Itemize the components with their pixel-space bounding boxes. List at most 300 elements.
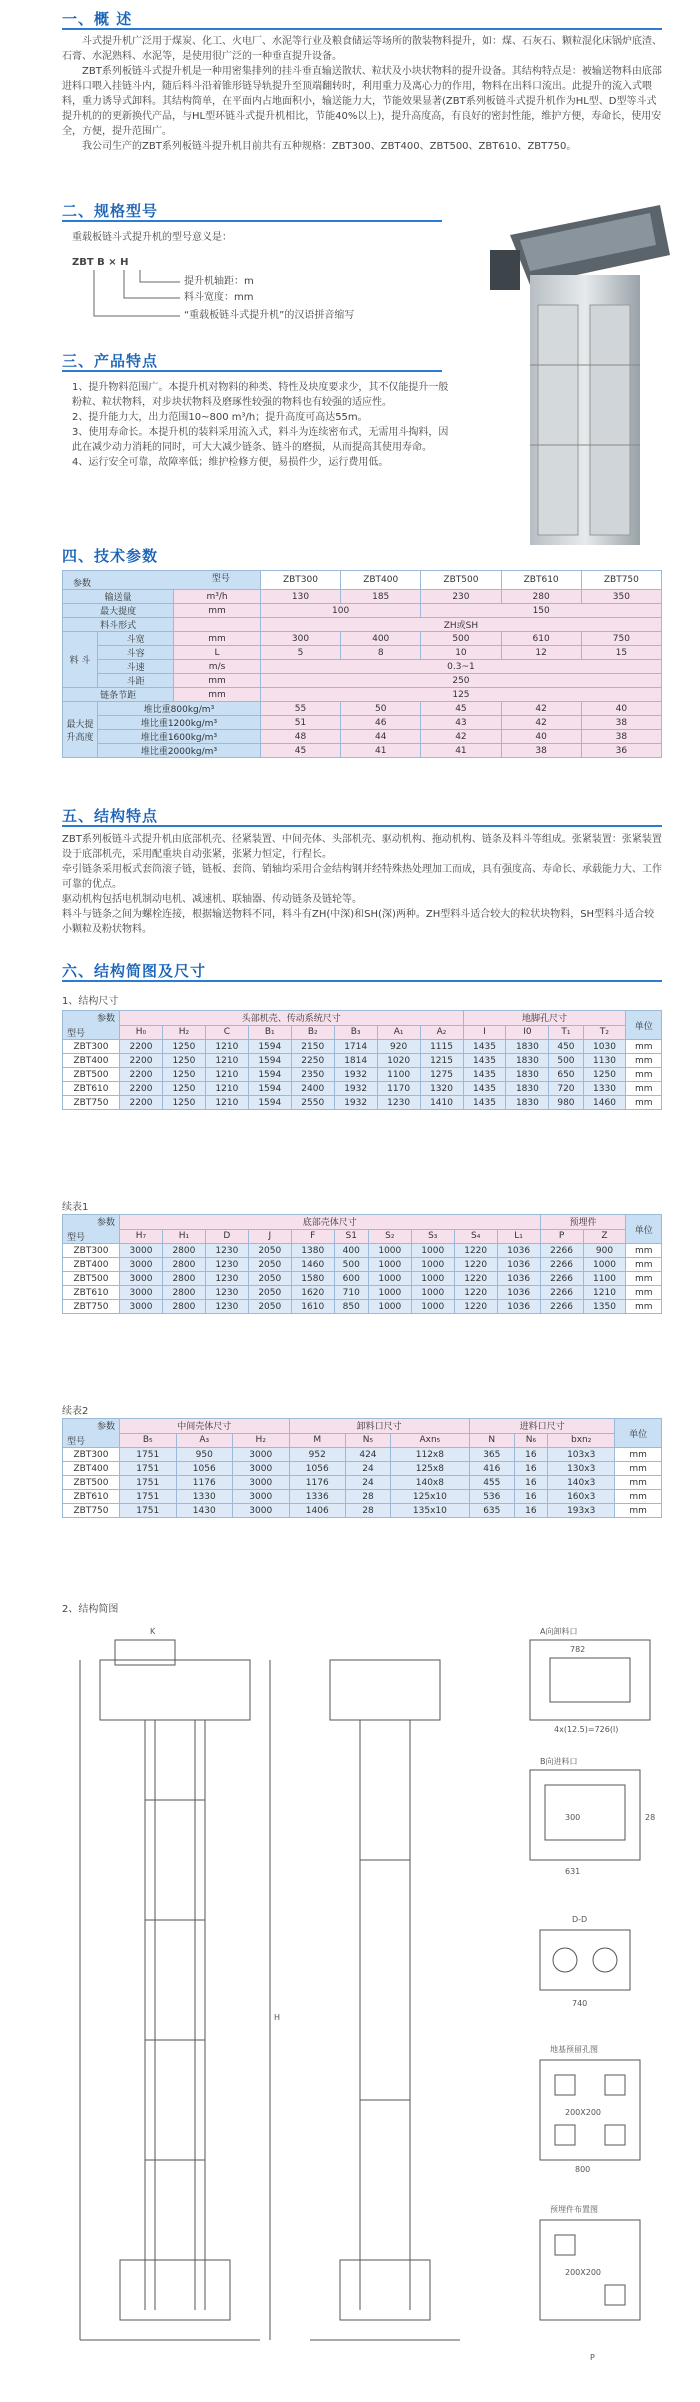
table-row — [63, 1272, 662, 1286]
table-cell: 1435 — [463, 1054, 506, 1068]
table-cell: 112x8 — [390, 1448, 469, 1462]
table-cell: 1230 — [205, 1258, 248, 1272]
table-cell: 365 — [469, 1448, 514, 1462]
table-cell: 1594 — [248, 1068, 291, 1082]
table-cell: mm — [615, 1504, 662, 1518]
table-cell: 2200 — [120, 1068, 163, 1082]
table-cell: 50 — [341, 702, 421, 716]
table-cell: 2050 — [248, 1244, 291, 1258]
table-cell: 950 — [176, 1448, 233, 1462]
table-cell: 185 — [341, 590, 421, 604]
table-cell: 1000 — [368, 1244, 411, 1258]
table-cell: 2800 — [162, 1300, 205, 1314]
table-cell: 1230 — [205, 1286, 248, 1300]
table-cell: 1830 — [506, 1068, 549, 1082]
structure-paragraph: ZBT系列板链斗式提升机由底部机壳、径紧装置、中间壳体、头部机壳、驱动机构、拖动机构、链条及料斗等组成。张紧装置：张紧装置设于底部机壳，采用配重块自动张紧，张紧力恒定，行程长。 — [62, 834, 662, 860]
table-cell: 43 — [421, 716, 501, 730]
table-cell: 42 — [501, 702, 581, 716]
table-cell: ZBT610 — [63, 1286, 120, 1300]
table-cell: 1250 — [162, 1082, 205, 1096]
table-cell: 1751 — [120, 1462, 177, 1476]
table-cell: 100 — [260, 604, 420, 618]
table-cell: 1610 — [291, 1300, 334, 1314]
structure-drawing — [60, 1620, 670, 2380]
col-header: T₁ — [549, 1025, 583, 1040]
table-cell: 1215 — [420, 1054, 463, 1068]
row-label: 堆比重2000kg/m³ — [98, 744, 261, 758]
table-cell: 500 — [549, 1054, 583, 1068]
table-cell: 40 — [501, 730, 581, 744]
row-label: 料斗形式 — [63, 618, 174, 632]
table-cell: 1210 — [205, 1040, 248, 1054]
table-cell: 1130 — [583, 1054, 626, 1068]
col-header: M — [289, 1433, 346, 1448]
table-cell: 3000 — [120, 1244, 163, 1258]
table-cell: 1036 — [497, 1300, 540, 1314]
dims2-group2: 预埋件 — [540, 1215, 626, 1230]
row-unit: m³/h — [174, 590, 261, 604]
table-row — [63, 1096, 662, 1110]
table-cell: 140x3 — [548, 1476, 615, 1490]
section-divider — [62, 980, 662, 982]
table-cell: 1210 — [205, 1054, 248, 1068]
col-header: S₃ — [411, 1229, 454, 1244]
col-header: J — [248, 1229, 291, 1244]
table-cell: 5 — [260, 646, 340, 660]
table-cell: 3000 — [233, 1448, 290, 1462]
dims1-unit-header: 单位 — [626, 1011, 662, 1040]
structure-paragraph: 驱动机构包括电机制动电机、减速机、联轴器、传动链条及链轮等。 — [62, 894, 362, 905]
features-list — [72, 380, 452, 470]
table-cell: 1036 — [497, 1244, 540, 1258]
table-cell: mm — [626, 1082, 662, 1096]
table-cell: 1000 — [368, 1258, 411, 1272]
dims-sub2: 2、结构简图 — [62, 1604, 119, 1615]
col-header: bxn₂ — [548, 1433, 615, 1448]
table-cell: 720 — [549, 1082, 583, 1096]
table-cell: 710 — [334, 1286, 368, 1300]
dims1-group1: 头部机壳、传动系统尺寸 — [120, 1011, 464, 1026]
model-note-width: 料斗宽度：mm — [184, 292, 254, 303]
table-cell: 1036 — [497, 1286, 540, 1300]
table-row — [63, 1040, 662, 1054]
embed-view-dim: 200X200 — [565, 2268, 602, 2277]
table-cell: 1000 — [368, 1286, 411, 1300]
table-cell: 1250 — [583, 1068, 626, 1082]
table-cell: 125x8 — [390, 1462, 469, 1476]
table-cell: 1000 — [411, 1286, 454, 1300]
table-cell: 2050 — [248, 1300, 291, 1314]
table-cell: mm — [615, 1476, 662, 1490]
model-code: ZBT B × H — [72, 257, 129, 268]
table-cell: 536 — [469, 1490, 514, 1504]
h-label: H — [274, 2013, 281, 2022]
table-cell: 250 — [260, 674, 661, 688]
tech-corner-bottom: 参数 — [73, 579, 92, 589]
table-cell: 952 — [289, 1448, 346, 1462]
row-group-label: 最大提升高度 — [63, 702, 98, 758]
table-cell: 45 — [260, 744, 340, 758]
table-cell: 1580 — [291, 1272, 334, 1286]
table-cell: 1176 — [289, 1476, 346, 1490]
table-cell: ZH或SH — [260, 618, 661, 632]
table-cell: 193x3 — [548, 1504, 615, 1518]
table-cell: 3000 — [120, 1286, 163, 1300]
table-cell: mm — [626, 1286, 662, 1300]
table-row — [63, 1258, 662, 1272]
table-cell: 1000 — [583, 1258, 626, 1272]
col-header: A₂ — [420, 1025, 463, 1040]
table-cell: 1830 — [506, 1096, 549, 1110]
table-cell: 40 — [581, 702, 661, 716]
tech-table — [62, 570, 662, 758]
table-cell: 2050 — [248, 1286, 291, 1300]
table-cell: 0.3~1 — [260, 660, 661, 674]
table-cell: 1170 — [377, 1082, 420, 1096]
model-note-abbr: “重载板链斗式提升机”的汉语拼音缩写 — [184, 310, 355, 321]
table-cell: 500 — [421, 632, 501, 646]
col-header: B₁ — [248, 1025, 291, 1040]
section-title-structure: 五、结构特点 — [62, 807, 159, 825]
dims2-group1: 底部壳体尺寸 — [120, 1215, 541, 1230]
section-title-overview: 一、概 述 — [62, 10, 133, 28]
table-cell: 1330 — [176, 1490, 233, 1504]
section-divider — [62, 370, 442, 372]
structure-text — [62, 832, 662, 937]
tech-col-header: ZBT750 — [581, 571, 661, 590]
row-label: 堆比重800kg/m³ — [98, 702, 261, 716]
table-cell: 55 — [260, 702, 340, 716]
dims3-unit-header: 单位 — [615, 1419, 662, 1448]
table-row — [63, 1286, 662, 1300]
row-label: 斗距 — [98, 674, 174, 688]
table-cell: 130x3 — [548, 1462, 615, 1476]
table-cell: 1430 — [176, 1504, 233, 1518]
table-cell: 1210 — [205, 1096, 248, 1110]
col-header: H₂ — [233, 1433, 290, 1448]
dims-cont1: 续表1 — [62, 1202, 89, 1213]
table-cell: 1435 — [463, 1040, 506, 1054]
table-cell: 125 — [260, 688, 661, 702]
table-cell: mm — [626, 1054, 662, 1068]
table-cell: 1350 — [583, 1300, 626, 1314]
structure-paragraph: 牵引链条采用板式套筒滚子链，链板、套筒、销轴均采用合金结构钢并经特殊热处理加工而成，具有强度高、寿命长、承载能力大、工作可靠的优点。 — [62, 864, 662, 890]
table-cell: 1230 — [205, 1272, 248, 1286]
section-title-features: 三、产品特点 — [62, 352, 159, 370]
table-cell: mm — [626, 1300, 662, 1314]
row-unit: mm — [174, 604, 261, 618]
table-cell: 16 — [514, 1462, 547, 1476]
table-cell: mm — [626, 1096, 662, 1110]
table-cell: 2266 — [540, 1258, 583, 1272]
table-cell: 38 — [581, 730, 661, 744]
table-cell: mm — [615, 1462, 662, 1476]
table-cell: 16 — [514, 1476, 547, 1490]
table-cell: 1410 — [420, 1096, 463, 1110]
tech-corner-top: 型号 — [211, 574, 230, 584]
table-cell: 1830 — [506, 1040, 549, 1054]
col-header: P — [540, 1229, 583, 1244]
table-cell: 2266 — [540, 1300, 583, 1314]
a-view-dim-w: 782 — [570, 1645, 586, 1654]
table-cell: 1220 — [454, 1244, 497, 1258]
table-cell: 12 — [501, 646, 581, 660]
col-header: B₂ — [291, 1025, 334, 1040]
table-cell: 300 — [260, 632, 340, 646]
dims-table-1 — [62, 1010, 662, 1110]
table-cell: 3000 — [233, 1490, 290, 1504]
section-divider — [62, 28, 662, 30]
table-cell: 1250 — [162, 1096, 205, 1110]
dims3-group3: 进料口尺寸 — [469, 1419, 615, 1434]
embed-view-label: 预埋件布置图 — [550, 2205, 598, 2214]
dims2-body — [63, 1244, 662, 1314]
table-cell: 450 — [549, 1040, 583, 1054]
table-row — [63, 1082, 662, 1096]
table-cell: ZBT500 — [63, 1476, 120, 1490]
table-cell: 1751 — [120, 1448, 177, 1462]
table-cell: 1751 — [120, 1490, 177, 1504]
col-header: S₂ — [368, 1229, 411, 1244]
base-view-dim1: 200X200 — [565, 2108, 602, 2117]
table-cell: 2800 — [162, 1272, 205, 1286]
table-cell: 135x10 — [390, 1504, 469, 1518]
col-header: I0 — [506, 1025, 549, 1040]
col-header: S₄ — [454, 1229, 497, 1244]
dims1-corner-bottom: 型号 — [67, 1029, 86, 1039]
table-cell: 2050 — [248, 1258, 291, 1272]
col-header: I — [463, 1025, 506, 1040]
table-cell: ZBT400 — [63, 1054, 120, 1068]
table-cell: 28 — [346, 1504, 391, 1518]
b-view-dim2: 631 — [565, 1867, 581, 1876]
col-header: N₅ — [346, 1433, 391, 1448]
row-label: 堆比重1200kg/m³ — [98, 716, 261, 730]
table-cell: 1594 — [248, 1040, 291, 1054]
dims-sub1: 1、结构尺寸 — [62, 996, 119, 1007]
table-cell: 1594 — [248, 1096, 291, 1110]
table-cell: 1030 — [583, 1040, 626, 1054]
base-view-dim2: 800 — [575, 2165, 591, 2174]
table-cell: 2200 — [120, 1082, 163, 1096]
table-cell: ZBT610 — [63, 1082, 120, 1096]
table-row — [63, 1054, 662, 1068]
dims2-corner-top: 参数 — [96, 1218, 115, 1228]
table-cell: 2550 — [291, 1096, 334, 1110]
tech-col-header: ZBT300 — [260, 571, 340, 590]
col-header: Z — [583, 1229, 626, 1244]
table-cell: ZBT300 — [63, 1040, 120, 1054]
table-cell: 650 — [549, 1068, 583, 1082]
table-cell: 1751 — [120, 1476, 177, 1490]
row-unit: mm — [174, 632, 261, 646]
table-cell: 51 — [260, 716, 340, 730]
row-label: 斗速 — [98, 660, 174, 674]
row-label: 斗容 — [98, 646, 174, 660]
col-header: B₅ — [120, 1433, 177, 1448]
col-header: B₃ — [334, 1025, 377, 1040]
table-row — [63, 1504, 662, 1518]
col-header: H₁ — [162, 1229, 205, 1244]
table-cell: 1714 — [334, 1040, 377, 1054]
table-cell: 500 — [334, 1258, 368, 1272]
dims-table-3 — [62, 1418, 662, 1518]
section-title-model: 二、规格型号 — [62, 202, 159, 220]
table-cell: 8 — [341, 646, 421, 660]
table-cell: 980 — [549, 1096, 583, 1110]
table-cell: 2150 — [291, 1040, 334, 1054]
table-cell: mm — [615, 1490, 662, 1504]
table-cell: 1594 — [248, 1054, 291, 1068]
table-cell: 455 — [469, 1476, 514, 1490]
table-cell: 1056 — [176, 1462, 233, 1476]
table-cell: 2266 — [540, 1272, 583, 1286]
dd-view-dim: 740 — [572, 1999, 588, 2008]
table-cell: 1100 — [583, 1272, 626, 1286]
overview-text — [62, 34, 662, 154]
table-cell: 1830 — [506, 1054, 549, 1068]
table-cell: 1220 — [454, 1286, 497, 1300]
table-cell: mm — [626, 1258, 662, 1272]
col-header: L₁ — [497, 1229, 540, 1244]
table-cell: 1220 — [454, 1272, 497, 1286]
table-cell: 2200 — [120, 1096, 163, 1110]
col-header: Axn₅ — [390, 1433, 469, 1448]
table-cell: 42 — [501, 716, 581, 730]
overview-paragraph: 我公司生产的ZBT系列板链斗提升机目前共有五种规格：ZBT300、ZBT400、ZBT500、ZBT610、ZBT750。 — [82, 141, 577, 152]
feature-item: 2、提升能力大，出力范围10~800 m³/h；提升高度可高达55m。 — [72, 412, 368, 423]
section-title-dims: 六、结构简图及尺寸 — [62, 962, 207, 980]
table-cell: 2800 — [162, 1286, 205, 1300]
overview-paragraph: ZBT系列板链斗式提升机是一种用密集排列的挂斗垂直输送散状、粒状及小块状物料的提升设备。其结构特点是：被输送物料由底部进料口喂入挂链斗内，随后料斗沿着锥形链导轨提升至顶端翻转时，利用重力及离心力的作用，物料在出料口流出。此提升的流入式喂料，重力诱导式卸料。其结构简单，在平面内占地面积小，输送能力大，节能效果显著(ZBT系列板链斗式提升机作为HL型、D型等斗式提升机的的更新换代产品，与HL型环链斗式提升机相比，节能40%以上)，提升高度高，有良好的密封性能，维护方便，寿命长，使用安全，方便，提升范围广。 — [62, 66, 662, 137]
table-row — [63, 1462, 662, 1476]
dims3-group1: 中间壳体尺寸 — [120, 1419, 290, 1434]
table-cell: 10 — [421, 646, 501, 660]
table-cell: 1210 — [205, 1082, 248, 1096]
dims3-body — [63, 1448, 662, 1518]
table-cell: 635 — [469, 1504, 514, 1518]
table-cell: 920 — [377, 1040, 420, 1054]
table-cell: 42 — [421, 730, 501, 744]
feature-item: 3、使用寿命长。本提升机的装料采用流入式，料斗为连续密布式，无需用斗掏料，因此在减少动力消耗的同时，可大大减少链条、链斗的磨损，从而提高其使用寿命。 — [72, 427, 449, 453]
table-cell: 150 — [421, 604, 662, 618]
table-cell: 160x3 — [548, 1490, 615, 1504]
a-view-label: A向卸料口 — [540, 1627, 578, 1636]
table-cell: 1932 — [334, 1068, 377, 1082]
table-cell: ZBT750 — [63, 1300, 120, 1314]
table-cell: 1210 — [583, 1286, 626, 1300]
table-cell: 600 — [334, 1272, 368, 1286]
table-cell: 1220 — [454, 1300, 497, 1314]
b-view-dim1: 300 — [565, 1813, 581, 1822]
model-note-axis: 提升机轴距：m — [184, 276, 254, 287]
table-cell: 3000 — [233, 1476, 290, 1490]
table-cell: 1000 — [411, 1272, 454, 1286]
table-cell: 1230 — [205, 1244, 248, 1258]
dims3-corner-bottom: 型号 — [67, 1437, 86, 1447]
table-cell: 45 — [421, 702, 501, 716]
row-label: 斗宽 — [98, 632, 174, 646]
table-cell: 610 — [501, 632, 581, 646]
table-cell: 1250 — [162, 1040, 205, 1054]
table-cell: ZBT300 — [63, 1448, 120, 1462]
row-label: 链条节距 — [63, 688, 174, 702]
table-cell: 36 — [581, 744, 661, 758]
table-cell: 1435 — [463, 1082, 506, 1096]
table-cell: ZBT300 — [63, 1244, 120, 1258]
table-cell: 230 — [421, 590, 501, 604]
table-cell: 2800 — [162, 1258, 205, 1272]
tech-col-header: ZBT400 — [341, 571, 421, 590]
table-cell: 1336 — [289, 1490, 346, 1504]
table-cell: 1220 — [454, 1258, 497, 1272]
table-cell: 28 — [346, 1490, 391, 1504]
table-cell: ZBT750 — [63, 1504, 120, 1518]
table-cell: 1620 — [291, 1286, 334, 1300]
table-cell: 424 — [346, 1448, 391, 1462]
table-row — [63, 1300, 662, 1314]
table-cell: 1751 — [120, 1504, 177, 1518]
col-header: A₁ — [377, 1025, 420, 1040]
dims3-group2: 卸料口尺寸 — [289, 1419, 469, 1434]
elevator-photo — [470, 195, 680, 555]
table-cell: 2200 — [120, 1054, 163, 1068]
table-cell: 16 — [514, 1490, 547, 1504]
table-cell: 1176 — [176, 1476, 233, 1490]
table-cell: 2266 — [540, 1244, 583, 1258]
table-cell: ZBT400 — [63, 1462, 120, 1476]
table-cell: 1000 — [411, 1258, 454, 1272]
tech-col-header: ZBT610 — [501, 571, 581, 590]
dims-table-2 — [62, 1214, 662, 1314]
table-cell: 1250 — [162, 1054, 205, 1068]
table-cell: 1000 — [368, 1272, 411, 1286]
table-row — [63, 1448, 662, 1462]
table-row — [63, 1068, 662, 1082]
k-label: K — [150, 1627, 156, 1636]
structure-paragraph: 料斗与链条之间为螺栓连接，根据输送物料不同，料斗有ZH(中深)和SH(深)两种。ZH型料斗适合较大的粒状块物料，SH型料斗适合较小颗粒及粉状物料。 — [62, 909, 655, 935]
table-cell: 850 — [334, 1300, 368, 1314]
col-header: T₂ — [583, 1025, 626, 1040]
table-cell: 46 — [341, 716, 421, 730]
table-cell: 1435 — [463, 1096, 506, 1110]
table-cell: 1814 — [334, 1054, 377, 1068]
table-cell: 400 — [334, 1244, 368, 1258]
table-cell: 3000 — [233, 1504, 290, 1518]
table-cell: 24 — [346, 1476, 391, 1490]
section-divider — [62, 220, 442, 222]
table-cell: 41 — [341, 744, 421, 758]
table-cell: 1932 — [334, 1082, 377, 1096]
table-cell: 1320 — [420, 1082, 463, 1096]
table-cell: 1250 — [162, 1068, 205, 1082]
table-cell: 1330 — [583, 1082, 626, 1096]
dims2-corner-bottom: 型号 — [67, 1233, 86, 1243]
tech-corner — [63, 571, 261, 590]
table-cell: 3000 — [120, 1272, 163, 1286]
base-view-label: 地基预留孔图 — [550, 2045, 598, 2054]
table-cell: 1036 — [497, 1272, 540, 1286]
p-label: P — [590, 2353, 595, 2362]
table-cell: 2050 — [248, 1272, 291, 1286]
table-cell: mm — [626, 1040, 662, 1054]
col-header: N — [469, 1433, 514, 1448]
row-label: 堆比重1600kg/m³ — [98, 730, 261, 744]
table-cell: 16 — [514, 1504, 547, 1518]
dims3-corner-top: 参数 — [96, 1422, 115, 1432]
table-cell: 1000 — [368, 1300, 411, 1314]
table-cell: ZBT500 — [63, 1068, 120, 1082]
